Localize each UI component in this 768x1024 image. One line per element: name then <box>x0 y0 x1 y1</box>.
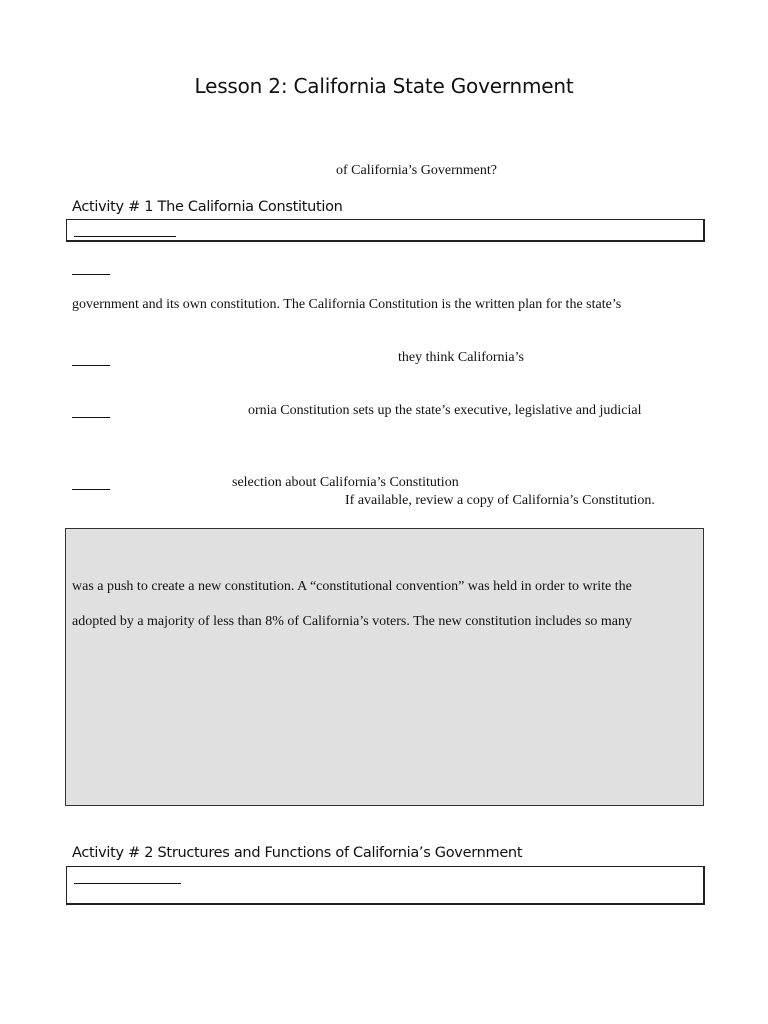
reading-line-1: was a push to create a new constitution. A “constitutional convention” was held in order to write the <box>72 579 632 594</box>
answer-blank <box>74 236 176 237</box>
text-line-2: they think California’s <box>398 350 524 365</box>
activity-2-box <box>66 866 705 905</box>
checkbox-blank-4 <box>72 489 110 490</box>
text-line-1: government and its own constitution. The California Constitution is the written plan for the state’s <box>72 297 622 312</box>
answer-blank <box>74 883 181 884</box>
activity-1-box <box>66 219 705 242</box>
reading-line-2: adopted by a majority of less than 8% of California’s voters. The new constitution includes so many <box>72 614 633 629</box>
checkbox-blank-2 <box>72 365 110 366</box>
text-line-5: If available, review a copy of California’s Constitution. <box>345 493 655 508</box>
reading-passage-box <box>65 528 704 806</box>
question-fragment: of California’s Government? <box>336 163 497 178</box>
activity-1-heading: Activity # 1 The California Constitution <box>72 199 343 215</box>
checkbox-blank-3 <box>72 417 110 418</box>
activity-2-heading: Activity # 2 Structures and Functions of California’s Government <box>72 845 523 861</box>
checkbox-blank-1 <box>72 274 110 275</box>
text-line-4: selection about California’s Constitution <box>232 475 459 490</box>
page-title: Lesson 2: California State Government <box>194 74 574 98</box>
text-line-3: ornia Constitution sets up the state’s executive, legislative and judicial <box>248 403 642 418</box>
